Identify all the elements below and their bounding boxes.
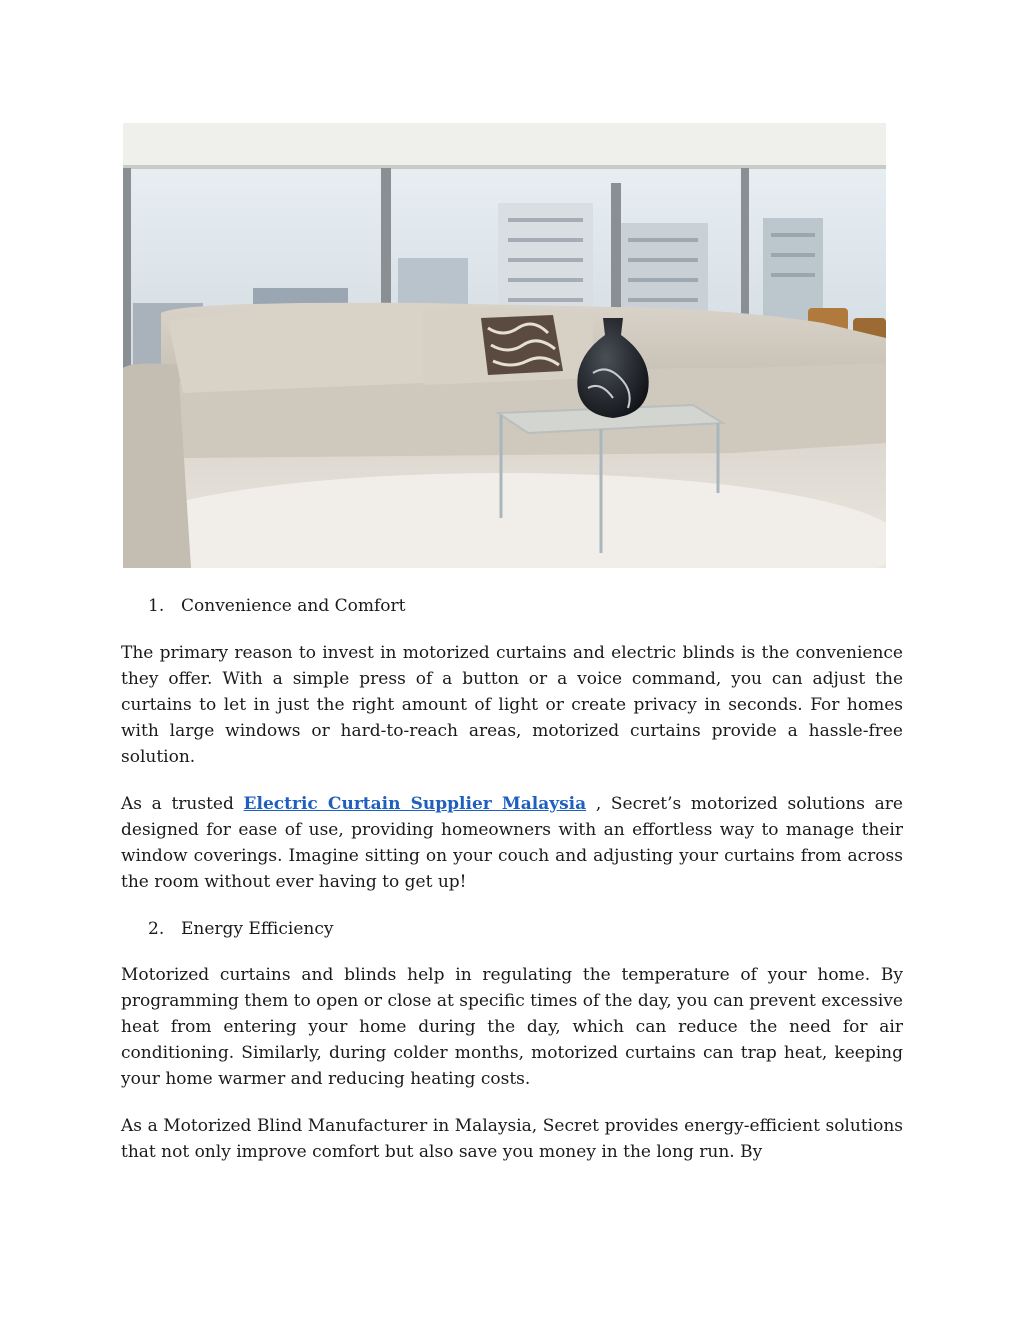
section-heading-energy: [148, 916, 333, 942]
electric-curtain-supplier-link[interactable]: Electric Curtain Supplier Malaysia: [243, 794, 587, 814]
list-heading-text: Convenience and Comfort: [181, 596, 406, 616]
paragraph-trusted-supplier: [121, 791, 903, 895]
paragraph-energy-efficiency: Motorized curtains and blinds help in regulating the temperature of your home. By programming them to open or close at specific times of the day, you can prevent excessive heat from entering your home during the day, which can reduce the need for air conditioning. Similarly, during colder months, motorized curtains can trap heat, keeping your home warmer and reducing heating costs.: [121, 965, 903, 1089]
paragraph-blind-manufacturer: As a Motorized Blind Manufacturer in Malaysia, Secret provides energy-efficient solutions that not only improve comfort but also save you money in the long run. By: [121, 1116, 903, 1162]
living-room-photo: [123, 123, 886, 568]
list-number: 2.: [148, 919, 165, 939]
paragraph-text-before-link: As a trusted: [121, 794, 244, 814]
list-heading-text: Energy Efficiency: [181, 919, 334, 939]
list-number: 1.: [148, 596, 165, 616]
paragraph-text-after-link: , Secret’s motorized solutions are designed for ease of use, providing homeowners with an effortless way to manage their window coverings. Imagine sitting on your couch and adjusting your curtains from across the room without ever having to get up!: [121, 794, 903, 892]
paragraph-convenience: The primary reason to invest in motorized curtains and electric blinds is the convenience they offer. With a simple press of a button or a voice command, you can adjust the curtains to let in just the right amount of light or create privacy in seconds. For homes with large windows or hard-to-reach areas, motorized curtains provide a hassle-free solution.: [121, 643, 903, 767]
section-heading-convenience: [148, 593, 405, 619]
